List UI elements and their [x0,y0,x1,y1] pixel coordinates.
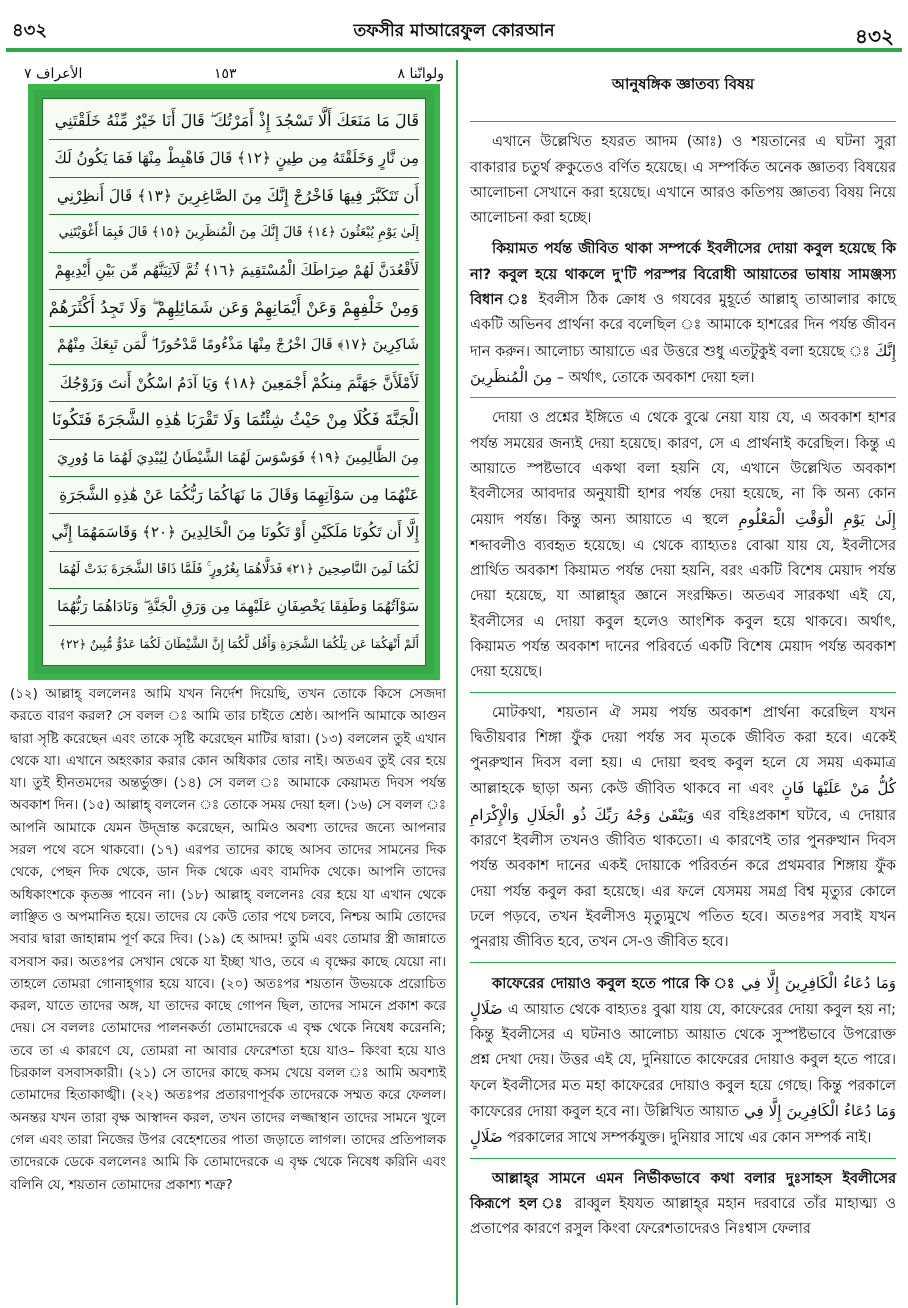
rule-5 [470,1158,896,1159]
paragraph-1 [470,130,896,231]
paragraph-2-text-a: ইবলীস ঠিক ক্রোধ ও গযবের মুহূর্তে আল্লাহ্‌ তাআলার কাছে একটি অভিনব প্রার্থনা করে বলেছিল ঃ আমাকে হাশরের দিন পর্যন্ত জীবন দান করুন। আলোচ্য আয়াতে এর উত্তরে শুধু এতটুকুই বলা হয়েছে ঃ [470,292,896,360]
paragraph-3-text-b: শব্দাবলীও ব্যবহৃত হয়েছে। এ থেকে ব্যাহ্যতঃ বোঝা যায় যে, ইবলীসের প্রার্থিত অবকাশ কিয়ামত পর্যন্ত দেয়া হয়নি, বরং একটি বিশেষ মেয়াদ পর্যন্ত দেয়া হয়েছে, যা আল্লাহ্‌র জ্ঞানে সংরক্ষিত। অতএব সারকথা এই যে, ইবলীসের এ দোয়া কবুল হলেও আংশিক কবুল হয়ে থাকবে। অর্থাৎ, কিয়ামত পর্যন্ত অবকাশ দানের পরিবর্তে একটি বিশেষ মেয়াদ পর্যন্ত অবকাশ দেয়া হয়েছে। [470,537,896,681]
heading-rule [470,121,896,122]
translation-text: (১২) আল্লাহ্‌ বললেনঃ আমি যখন নির্দেশ দিয়েছি, তখন তোকে কিসে সেজদা করতে বারণ করল? সে বলল ঃ আমি তার চাইতে শ্রেষ্ঠ। আপনি আমাকে আগুন দ্বারা সৃষ্টি করেছেন এবং তাকে সৃষ্টি করেছেন মাটির দ্বারা। (১৩) বললেন তুই এখান থেকে যা। এখানে অহংকার করার কোন অধিকার তোর নাই। অতএব তুই বের হয়ে যা। তুই হীনতমদের অন্তর্ভুক্ত। (১৪) সে বলল ঃ আমাকে কেয়ামত দিবস পর্যন্ত অবকাশ দিন। (১৫) আল্লাহ্‌ বললেন ঃ তোকে সময় দেয়া হল। (১৬) সে বলল ঃ আপনি আমাকে যেমন উদ্‌ভ্রান্ত করেছেন, আমিও অবশ্য তাদের জন্যে আপনার সরল পথে বসে থাকবো। (১৭) এরপর তাদের কাছে আসব তাদের সামনের দিক থেকে, পেছন দিক থেকে, ডান দিক থেকে এবং বামদিক থেকে। আপনি তাদের অধিকাংশকে কৃতজ্ঞ পাবেন না। (১৮) আল্লাহ্‌ বললেনঃ বের হয়ে যা এখান থেকে লাঞ্ছিত ও অপমানিত হয়ে। তাদের যে কেউ তোর পথে চলবে, নিশ্চয় আমি তোদের সবার দ্বারা জাহান্নাম পূর্ণ করে দিব। (১৯) হে আদম! তুমি এবং তোমার স্ত্রী জান্নাতে বসবাস কর। অতঃপর সেখান থেকে যা ইচ্ছা খাও, তবে এ বৃক্ষের কাছে যেয়ো না। তাহলে তোমরা গোনাহ্‌গার হয়ে যাবে। (২০) অতঃপর শয়তান উভয়কে প্ররোচিত করল, যাতে তাদের অঙ্গ, যা তাদের কাছে গোপন ছিল, তাদের সামনে প্রকাশ করে দেয়। সে বললঃ তোমাদের পালনকর্তা তোমাদেরকে এ বৃক্ষ থেকে নিষেধ করেননি; তবে তা এ কারণে যে, তোমরা না আবার ফেরেশতা হয়ে যাও– কিংবা হয়ে যাও চিরকাল বসবাসকারী। (২১) সে তাদের কাছে কসম খেয়ে বলল ঃ আমি অবশ্যই তোমাদের হিতাকাঙ্খী। (২২) অতঃপর প্রতারণাপূর্বক তাদেরকে সম্মত করে ফেলল। অনন্তর যখন তারা বৃক্ষ আস্বাদন করল, তখন তাদের লজ্জাস্থান তাদের সামনে খুলে গেল এবং তারা নিজের উপর বেহেশতের পাতা জড়াতে লাগল। তাদের প্রতিপালক তাদেরকে ডেকে বললেনঃ আমি কি তোমাদেরকে এ বৃক্ষ থেকে নিষেধ করিনি এবং বলিনি যে, শয়তান তোমাদের প্রকাশ্য শত্রু? [10,687,446,1193]
paragraph-4 [470,701,896,956]
commentary-heading: আনুষঙ্গিক জ্ঞাতব্য বিষয় [611,75,755,93]
quran-line: مِن نَّارٍ وَخَلَقْتَهُ مِن طِينٍ ﴿١٢﴾ قَالَ فَاهْبِطْ مِنْهَا فَمَا يَكُونُ لَكَ [49,140,419,177]
quran-line: وَمِنْ خَلْفِهِمْ وَعَنْ أَيْمَانِهِمْ وَعَن شَمَائِلِهِمْ ۖ وَلَا تَجِدُ أَكْثَرَهُمْ [49,290,419,327]
paragraph-1-text: এখানে উল্লেখিত হযরত আদম (আঃ) ও শয়তানের এ ঘটনা সুরা বাকারার চতুর্থ রুকুতেও বর্ণিত হয়েছে। এ সম্পর্কিত অনেক জ্ঞাতব্য বিষয়ের আলোচনা সেখানে করা হয়েছে। এখানে আরও কতিপয় জ্ঞাতব্য বিষয় নিয়ে আলোচনা করা হচ্ছে। [470,134,896,227]
rule-3 [470,692,896,693]
paragraph-2-heading: কিয়ামত পর্যন্ত জীবিত থাকা সম্পর্কে ইবলীসের দোয়া কবুল হয়েছে কি না? কবুল হয়ে থাকলে দু'টি পরস্পর বিরোধী আয়াতের ভাষায় সামঞ্জস্য বিধান ঃ [470,241,896,309]
quran-line: أَن تَتَكَبَّرَ فِيهَا فَاخْرُجْ إِنَّكَ مِنَ الصَّاغِرِينَ ﴿١٣﴾ قَالَ أَنظِرْنِي [49,178,419,215]
paragraph-4-text-b: এর বহিঃপ্রকাশ ঘটবে, এ দোয়ার কারণে ইবলীস তখনও জীবিত থাকতো। এ কারণেই তার পুনরুত্থান দিবস পর্যন্ত অবকাশ দানের একই দোয়াকে পরিবর্তন করে প্রথমবার শিঙ্গায় ফুঁক দেয়া পর্যন্ত কবুল করা হয়েছে। এর ফলে যেসময় সমগ্র বিশ্ব মৃত্যুর কোলে ঢলে পড়বে, তখন ইবলীসও মৃত্যুমুখে পতিত হবে। অতঃপর সবাই যখন পুনরায় জীবিত হবে, তখন সে-ও জীবিত হবে। [470,807,896,951]
quran-line: شَاكِرِينَ ﴿١٧﴾ قَالَ اخْرُجْ مِنْهَا مَذْءُومًا مَّدْحُورًا ۖ لَّمَن تَبِعَكَ مِنْهُمْ [49,327,419,364]
header-rule [6,48,902,52]
quran-text-frame [42,98,426,666]
paragraph-2-text-b: – অর্থাৎ, তোকে অবকাশ দেয়া হল। [552,369,755,386]
rule-2 [470,397,896,398]
rule-4 [470,962,896,963]
mushaf-page-number: ١٥٣ [214,66,237,82]
paragraph-2-arabic: إِنَّكَ مِنَ الْمُنظَرِينَ [470,341,896,386]
quran-line: لَأَقْعُدَنَّ لَهُمْ صِرَاطَكَ الْمُسْتَقِيمَ ﴿١٦﴾ ثُمَّ لَآتِيَنَّهُم مِّن بَيْنِ أَيْدِيهِمْ [49,253,419,290]
paragraph-6 [470,1167,896,1243]
paragraph-5-arabic: وَمَا دُعَاءُ الْكَافِرِينَ إِلَّا فِي ضَلَالٍ [470,973,897,1018]
quran-line: إِلَىٰ يَوْمِ يُبْعَثُونَ ﴿١٤﴾ قَالَ إِنَّكَ مِنَ الْمُنظَرِينَ ﴿١٥﴾ قَالَ فَبِمَا أَغْوَيْتَنِي [49,215,419,252]
commentary-column [470,62,896,1248]
paragraph-2 [470,237,896,391]
paragraph-3-arabic: إِلَىٰ يَوْمِ الْوَقْتِ الْمَعْلُومِ [738,510,896,529]
paragraph-3 [470,406,896,685]
paragraph-6-text: রাব্বুল ইযযত আল্লাহ্‌র মহান দরবারে তাঁর মাহাত্ম্য ও প্রতাপের কারণে রসুল কিংবা ফেরেশতাদেরও নিঃশ্বাস ফেলার [470,1195,896,1238]
quran-line: مِنَ الظَّالِمِينَ ﴿١٩﴾ فَوَسْوَسَ لَهُمَا الشَّيْطَانُ لِيُبْدِيَ لَهُمَا مَا وُورِيَ [49,440,419,477]
quran-line: لَأَمْلَأَنَّ جَهَنَّمَ مِنكُمْ أَجْمَعِينَ ﴿١٨﴾ وَيَا آدَمُ اسْكُنْ أَنتَ وَزَوْجُكَ [49,365,419,402]
quran-line: لَكُمَا لَمِنَ النَّاصِحِينَ ﴿٢١﴾ فَدَلَّاهُمَا بِغُرُورٍ ۚ فَلَمَّا ذَاقَا الشَّجَرَةَ بَدَتْ لَهُمَا [49,552,419,589]
paragraph-4-arabic-2: وَيَبْقَىٰ وَجْهُ رَبِّكَ ذُو الْجَلَالِ وَالْإِكْرَامِ [470,805,695,824]
quran-line: عَنْهُمَا مِن سَوْآتِهِمَا وَقَالَ مَا نَهَاكُمَا رَبُّكُمَا عَنْ هَٰذِهِ الشَّجَرَةِ [49,477,419,514]
surah-name: الأعراف ٧ [24,66,83,82]
paragraph-5-arabic-2: وَمَا دُعَاءُ الْكَافِرِينَ إِلَّا فِي ضَلَالٍ [470,1101,897,1147]
paragraph-4-text-a: মোটকথা, শয়তান ঐ সময় পর্যন্ত অবকাশ প্রার্থনা করেছিল যখন দ্বিতীয়বার শিঙ্গা ফুঁক দেয়া পর্যন্ত সব মৃতকে জীবিত করা হবে। একেই পুনরুত্থান দিবস বলা হয়। এ দোয়া হুবহু কবুল হলে যে সময় একমাত্র আল্লাহকে ছাড়া অন্য কেউ জীবিত থাকবে না এবং [470,704,896,798]
page-number-right: ৪৩২ [855,24,894,48]
juz-name: ولوانّنا ٨ [397,66,444,82]
page-number-left: ৪৩২ [12,20,48,41]
paragraph-4-arabic-1: كُلُّ مَنْ عَلَيْهَا فَانٍ [781,779,896,798]
quran-line: الْجَنَّةَ فَكُلَا مِنْ حَيْثُ شِئْتُمَا وَلَا تَقْرَبَا هَٰذِهِ الشَّجَرَةَ فَتَكُونَا [49,402,419,439]
translation-block [10,684,446,1197]
column-divider [456,60,458,1305]
quran-line: أَلَمْ أَنْهَكُمَا عَن تِلْكُمَا الشَّجَرَةِ وَأَقُل لَّكُمَا إِنَّ الشَّيْطَانَ لَكُمَا عَدُوٌّ مُّبِينٌ ﴿٢٢﴾ [59,637,419,652]
quran-line: سَوْآتُهُمَا وَطَفِقَا يَخْصِفَانِ عَلَيْهِمَا مِن وَرَقِ الْجَنَّةِ ۖ وَنَادَاهُمَا رَبُّهُمَا [49,589,419,626]
quran-panel [28,84,440,680]
mushaf-header [24,64,444,86]
running-title: তফসীর মাআরেফুল কোরআন [353,21,555,41]
quran-line: قَالَ مَا مَنَعَكَ أَلَّا تَسْجُدَ إِذْ أَمَرْتُكَ ۖ قَالَ أَنَا خَيْرٌ مِّنْهُ خَلَقْتَنِي [49,103,419,140]
quran-line: إِلَّا أَن تَكُونَا مَلَكَيْنِ أَوْ تَكُونَا مِنَ الْخَالِدِينَ ﴿٢٠﴾ وَقَاسَمَهُمَا إِنِّي [49,514,419,551]
paragraph-5 [470,971,896,1152]
page-header [0,0,908,52]
paragraph-5-heading: কাফেরের দোয়াও কবুল হতে পারে কি ঃ [492,975,736,992]
paragraph-5-text-a: এ আয়াত থেকে বাহ্যতঃ বুঝা যায় যে, কাফেরের দোয়া কবুল হয় না; কিন্তু ইবলীসের এ ঘটনাও আলোচ্য আয়াত থেকে সুস্পষ্টভাবে উপরোক্ত প্রশ্ন দেখা দেয়। উত্তর এই যে, দুনিয়াতে কাফেরের দোয়াও কবুল হতে পারে। ফলে ইবলীসের মত মহা কাফেরের দোয়াও কবুল হয়ে গেছে। কিন্তু পরকালে কাফেরের দোয়া কবুল হবে না। উল্লিখিত আয়াত [470,1001,896,1120]
paragraph-3-text-a: দোয়া ও প্রশ্নের ইঙ্গিতে এ থেকে বুঝে নেয়া যায় যে, এ অবকাশ হাশর পর্যন্ত সময়ের জন্যই দেয়া হয়েছে। কারণ, সে এ প্রার্থনাই করেছিল। কিন্তু এ আয়াতে স্পষ্টভাবে একথা বলা হয়নি যে, এখানে উল্লেখিত অবকাশ ইবলীসের আবদার অনুযায়ী হাশর পর্যন্ত দেয়া হয়েছে, না কি অন্য কোন মেয়াদ পর্যন্ত। কিন্তু অন্য আয়াতে এ স্থলে [470,410,896,529]
paragraph-5-text-b: পরকালের সাথে সম্পর্কযুক্ত। দুনিয়ার সাথে এর কোন সম্পর্ক নাই। [502,1130,872,1147]
paragraph-6-heading: আল্লাহ্‌র সামনে এমন নির্ভীকভাবে কথা বলার দুঃসাহস ইবলীসের কিরূপে হল ঃ [470,1170,896,1212]
